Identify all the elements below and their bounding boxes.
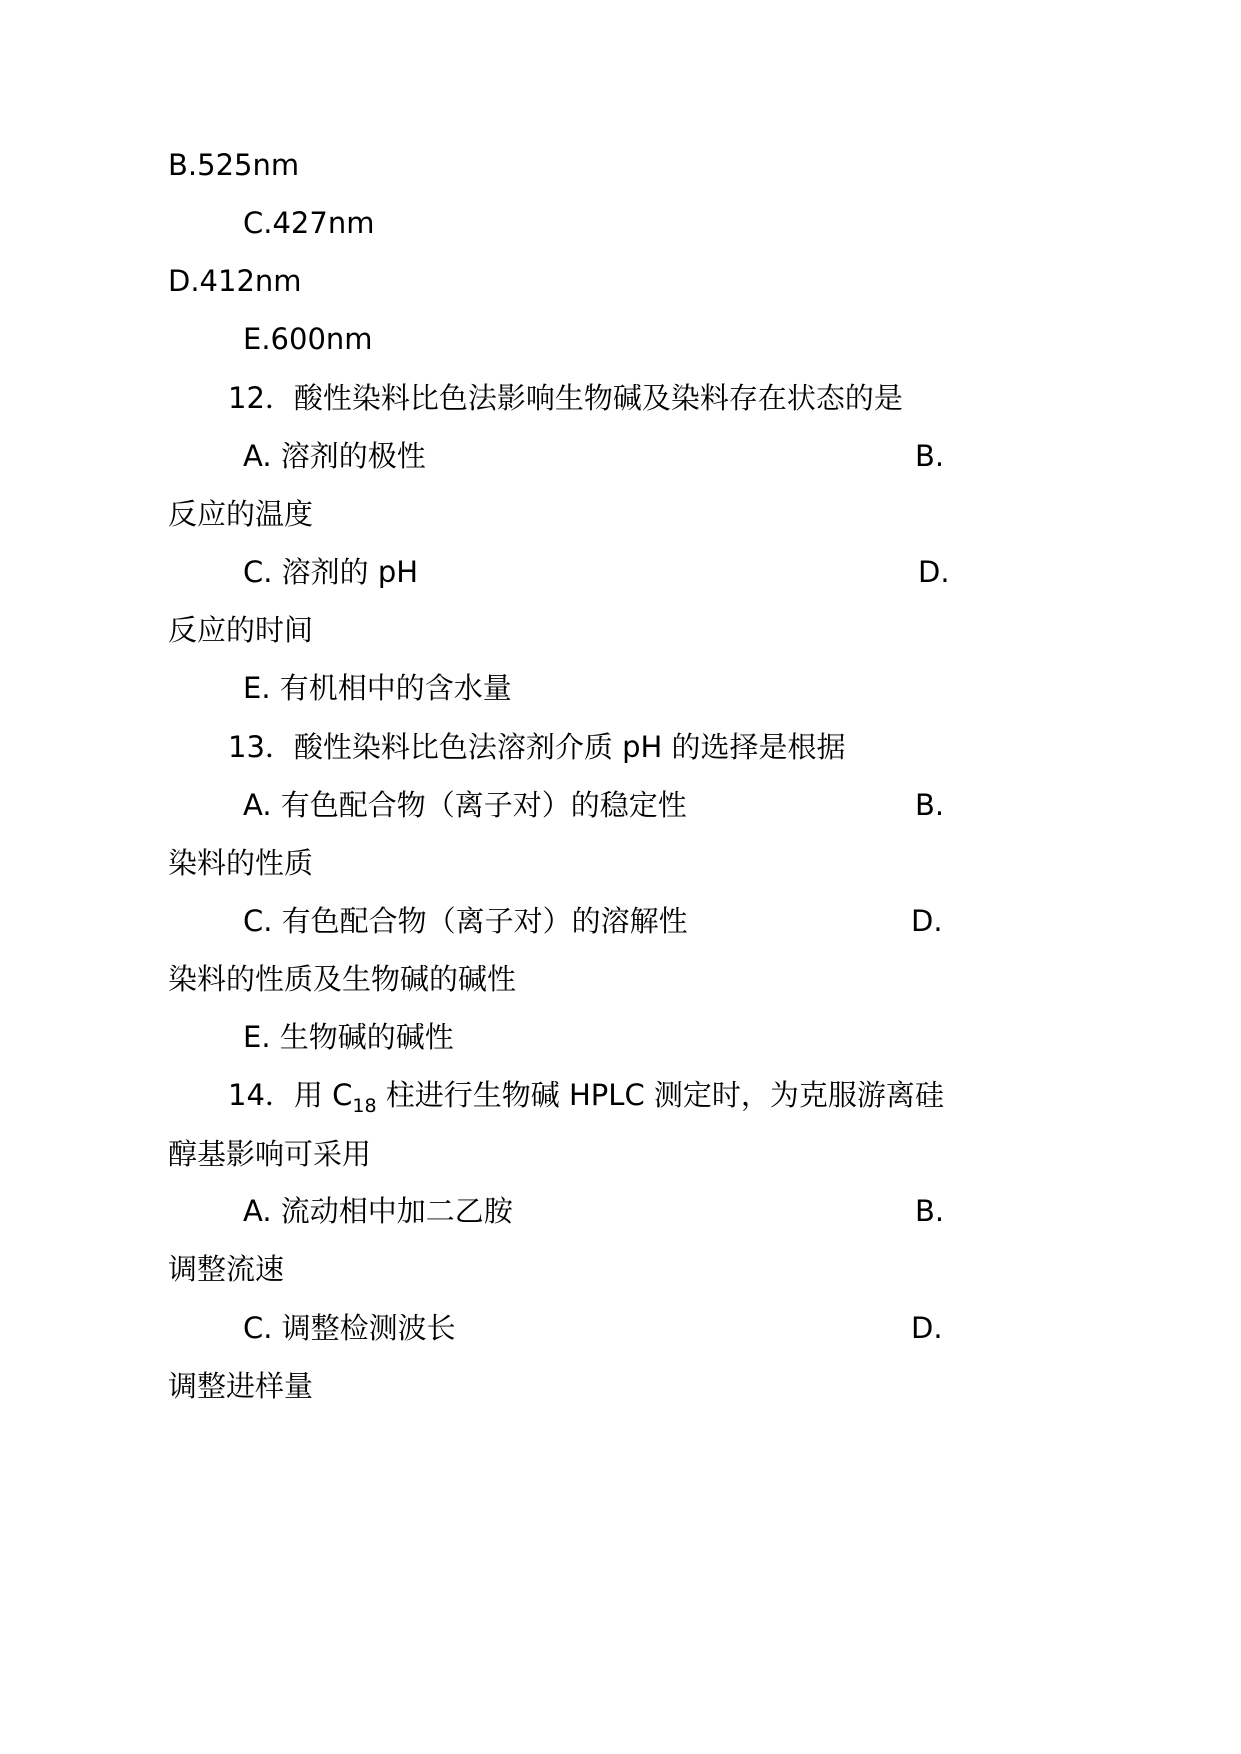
q14-stem-part1: 14．用 C: [228, 1078, 353, 1112]
q13-option-a: A. 有色配合物（离子对）的稳定性: [243, 788, 687, 822]
q14-option-b-label: B.: [915, 1194, 945, 1228]
q13-option-c: C. 有色配合物（离子对）的溶解性: [243, 904, 688, 938]
q12-option-a: A. 溶剂的极性: [243, 439, 426, 473]
option-e-600nm: E.600nm: [243, 322, 373, 356]
q12-option-b-label: B.: [915, 439, 945, 473]
q14-option-b-text: 调整流速: [168, 1252, 285, 1286]
q13-option-b-text: 染料的性质: [168, 846, 314, 880]
q13-option-b-label: B.: [915, 788, 945, 822]
q12-option-e: E. 有机相中的含水量: [243, 671, 512, 705]
q14-stem-part2: 柱进行生物碱 HPLC 测定时，为克服游离硅: [376, 1078, 944, 1112]
q13-option-e: E. 生物碱的碱性: [243, 1020, 454, 1054]
q14-option-d-text: 调整进样量: [168, 1369, 314, 1403]
q14-stem-subscript: 18: [352, 1094, 377, 1117]
q13-option-d-label: D.: [911, 904, 943, 938]
q12-option-d-label: D.: [918, 555, 950, 589]
option-c-427nm: C.427nm: [243, 206, 375, 240]
q12-option-b-text: 反应的温度: [168, 497, 314, 531]
q14-option-d-label: D.: [911, 1311, 943, 1345]
option-b-525nm: B.525nm: [168, 148, 300, 182]
q12-option-c: C. 溶剂的 pH: [243, 555, 419, 589]
question-12-stem: 12．酸性染料比色法影响生物碱及染料存在状态的是: [228, 381, 903, 415]
question-13-stem: 13．酸性染料比色法溶剂介质 pH 的选择是根据: [228, 730, 846, 764]
q13-option-d-text: 染料的性质及生物碱的碱性: [168, 962, 517, 996]
question-14-stem: [228, 1077, 944, 1117]
option-d-412nm: D.412nm: [168, 264, 302, 298]
question-14-stem-line2: 醇基影响可采用: [168, 1137, 372, 1171]
q14-option-a: A. 流动相中加二乙胺: [243, 1194, 513, 1228]
q12-option-d-text: 反应的时间: [168, 613, 314, 647]
q14-option-c: C. 调整检测波长: [243, 1311, 456, 1345]
